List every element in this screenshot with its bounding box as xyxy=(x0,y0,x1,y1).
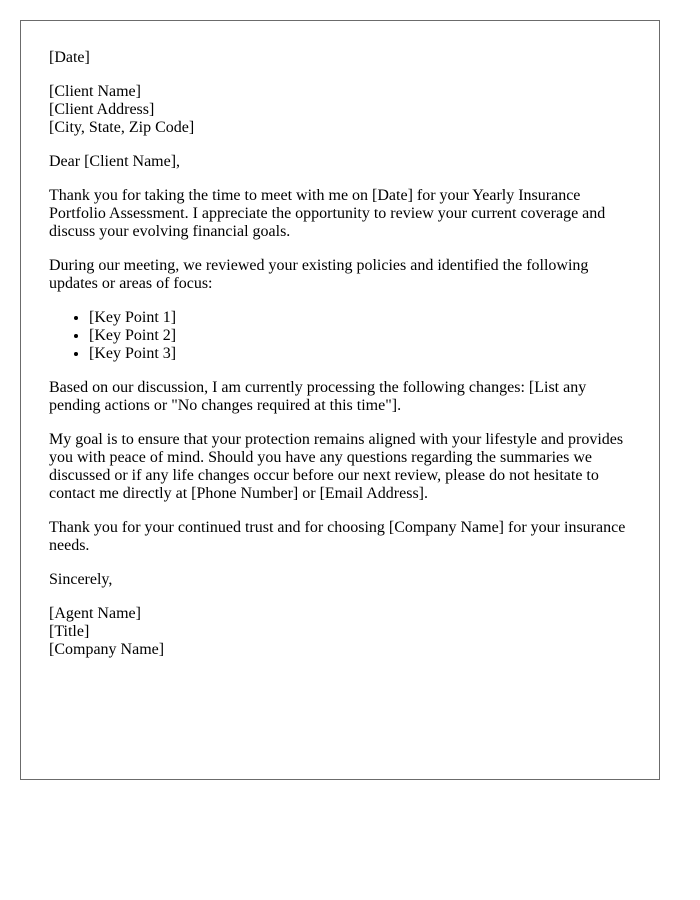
paragraph-changes: Based on our discussion, I am currently processing the following changes: [List any pending actions or "No changes required at this time"]. xyxy=(49,379,587,414)
salutation: Dear [Client Name], xyxy=(49,153,181,170)
paragraph-thanks: Thank you for your continued trust and for choosing [Company Name] for your insurance needs. xyxy=(49,519,626,554)
key-point-item: • [Key Point 2] xyxy=(89,327,639,345)
letter-body xyxy=(49,49,639,675)
paragraph-intro: Thank you for taking the time to meet with me on [Date] for your Yearly Insurance Portfolio Assessment. I appreciate the opportunity to review your current coverage and discuss your evolving financial goals. xyxy=(49,187,606,240)
key-points-list xyxy=(49,309,639,363)
letter-page xyxy=(20,20,660,780)
letter-date: [Date] xyxy=(49,49,90,66)
recipient-address: [Client Address] xyxy=(49,101,155,118)
company-name: [Company Name] xyxy=(49,641,165,658)
closing: Sincerely, xyxy=(49,571,113,588)
paragraph-goal: My goal is to ensure that your protection remains aligned with your lifestyle and provides you with peace of mind. Should you have any questions regarding the summaries we discussed or if any life changes occur before our next review, please do not hesitate to contact me directly at [Phone Number] or [Email Address]. xyxy=(49,431,624,502)
agent-name: [Agent Name] xyxy=(49,605,141,622)
key-point-item: • [Key Point 1] xyxy=(89,309,639,327)
paragraph-review: During our meeting, we reviewed your existing policies and identified the following updates or areas of focus: xyxy=(49,257,589,292)
recipient-city-state-zip: [City, State, Zip Code] xyxy=(49,119,195,136)
recipient-name: [Client Name] xyxy=(49,83,141,100)
signature-block xyxy=(49,605,639,659)
key-point-item: • [Key Point 3] xyxy=(89,345,639,363)
recipient-address-block xyxy=(49,83,639,137)
agent-title: [Title] xyxy=(49,623,90,640)
